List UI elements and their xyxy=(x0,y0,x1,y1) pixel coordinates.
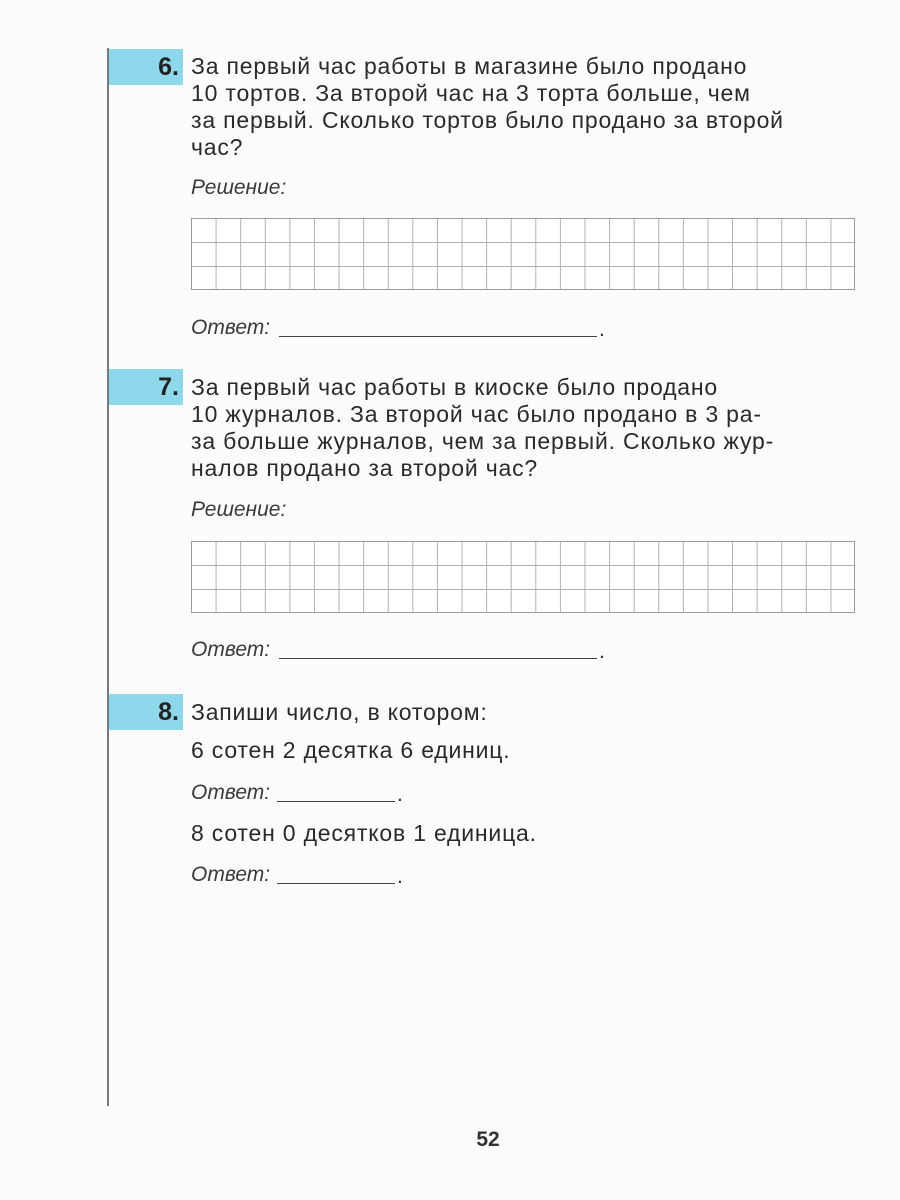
task-6-line: за первый. Сколько тортов было продано за второй xyxy=(191,107,784,133)
task-7-answer-row xyxy=(191,638,611,664)
task-6-answer-label: Ответ: xyxy=(191,316,271,339)
task-8-part-1-answer-row xyxy=(191,781,421,807)
task-7-line: за больше журналов, чем за первый. Сколько жур- xyxy=(191,428,775,454)
task-8-intro: Запиши число, в котором: xyxy=(191,699,488,725)
task-8-number: 8. xyxy=(109,694,183,730)
task-6-number: 6. xyxy=(109,49,183,85)
margin-line xyxy=(107,48,109,1106)
task-7-answer-label: Ответ: xyxy=(191,638,271,661)
task-7-number: 7. xyxy=(109,369,183,405)
task-8-part-2-answer-label: Ответ: xyxy=(191,863,271,886)
task-7-line: 10 журналов. За второй час было продано в 3 ра- xyxy=(191,401,762,427)
task-6-answer-dot: . xyxy=(599,318,605,341)
task-6-text xyxy=(191,53,869,161)
task-6-solution-label: Решение: xyxy=(191,176,287,199)
task-7-answer-dot: . xyxy=(599,640,605,663)
task-8-part-1-answer-value[interactable] xyxy=(277,781,395,801)
task-8-part-2-answer-row xyxy=(191,863,421,889)
task-6-answer-row xyxy=(191,316,611,342)
task-8-part-2-answer-line xyxy=(277,883,395,884)
task-8-part-2-answer-dot: . xyxy=(397,865,403,888)
task-6-answer-line xyxy=(279,336,597,337)
task-8-part-1-text: 6 сотен 2 десятка 6 единиц. xyxy=(191,737,511,763)
task-6-line: 10 тортов. За второй час на 3 торта больше, чем xyxy=(191,80,751,106)
task-6-line: час? xyxy=(191,134,244,160)
task-7-answer-value[interactable] xyxy=(279,638,597,658)
task-7-line: За первый час работы в киоске было продано xyxy=(191,374,718,400)
task-7-text xyxy=(191,374,869,482)
task-6-line: За первый час работы в магазине было продано xyxy=(191,53,748,79)
page-number: 52 xyxy=(476,1128,500,1151)
task-8-part-1-answer-dot: . xyxy=(397,783,403,806)
task-7-solution-label: Решение: xyxy=(191,498,287,521)
task-6-answer-value[interactable] xyxy=(279,316,597,336)
task-6-solution-grid[interactable] xyxy=(191,218,855,290)
task-8-part-2-answer-value[interactable] xyxy=(277,863,395,883)
task-7-line: налов продано за второй час? xyxy=(191,455,538,481)
task-8-part-1-answer-line xyxy=(277,801,395,802)
task-8-part-1-answer-label: Ответ: xyxy=(191,781,271,804)
task-8-part-2-text: 8 сотен 0 десятков 1 единица. xyxy=(191,820,537,846)
task-7-solution-grid[interactable] xyxy=(191,541,855,613)
task-7-answer-line xyxy=(279,658,597,659)
